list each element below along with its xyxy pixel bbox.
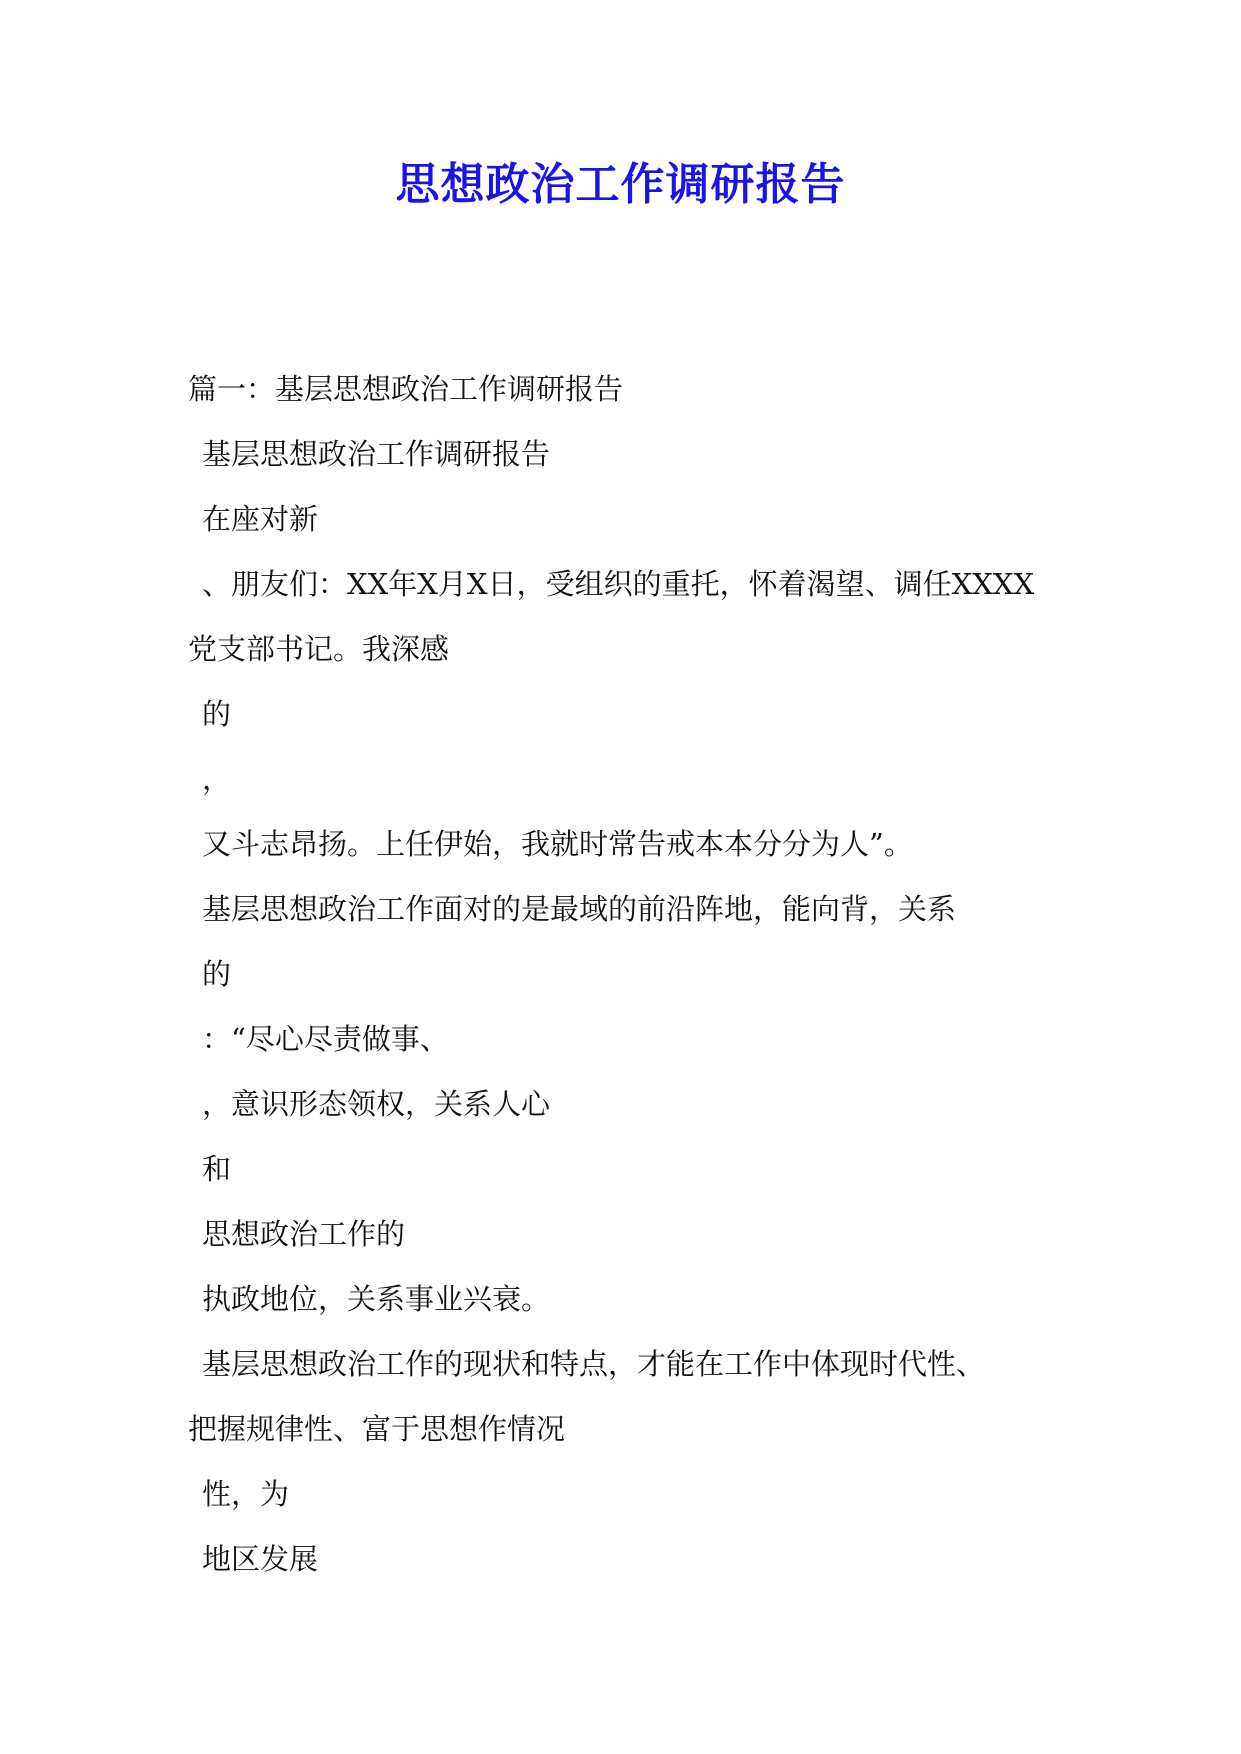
paragraph-line: ，: [202, 762, 232, 796]
paragraph-line: 执政地位，关系事业兴衰。: [202, 1282, 551, 1316]
section-heading: 篇一：基层思想政治工作调研报告: [188, 372, 624, 406]
paragraph-line: 性，为: [202, 1477, 290, 1511]
paragraph-line: 地区发展: [202, 1542, 319, 1576]
paragraph-line: 又斗志昂扬。上任伊始，我就时常告戒本本分分为人”。: [202, 827, 913, 861]
paragraph-line: 在座对新: [202, 502, 319, 536]
paragraph-line: ，意识形态领权，关系人心: [202, 1087, 551, 1121]
document-title: 思想政治工作调研报告: [395, 159, 846, 210]
paragraph-line: 党支部书记。我深感: [188, 632, 450, 666]
paragraph-line: 的: [202, 957, 232, 991]
paragraph-line: 把握规律性、富于思想作情况: [188, 1412, 566, 1446]
paragraph-line: 的: [202, 697, 232, 731]
paragraph-line: 基层思想政治工作面对的是最域的前沿阵地，能向背，关系: [202, 892, 957, 926]
document-body: [188, 357, 1068, 1592]
paragraph-line: 和: [202, 1152, 232, 1186]
paragraph-line: 思想政治工作的: [202, 1217, 406, 1251]
paragraph-line: 基层思想政治工作的现状和特点，才能在工作中体现时代性、: [202, 1347, 986, 1381]
report-subtitle: 基层思想政治工作调研报告: [202, 437, 551, 471]
paragraph-line: 、朋友们：XX年X月X日，受组织的重托，怀着渴望、调任XXXX: [202, 567, 1035, 601]
paragraph-line: ：“尽心尽责做事、: [202, 1022, 449, 1056]
